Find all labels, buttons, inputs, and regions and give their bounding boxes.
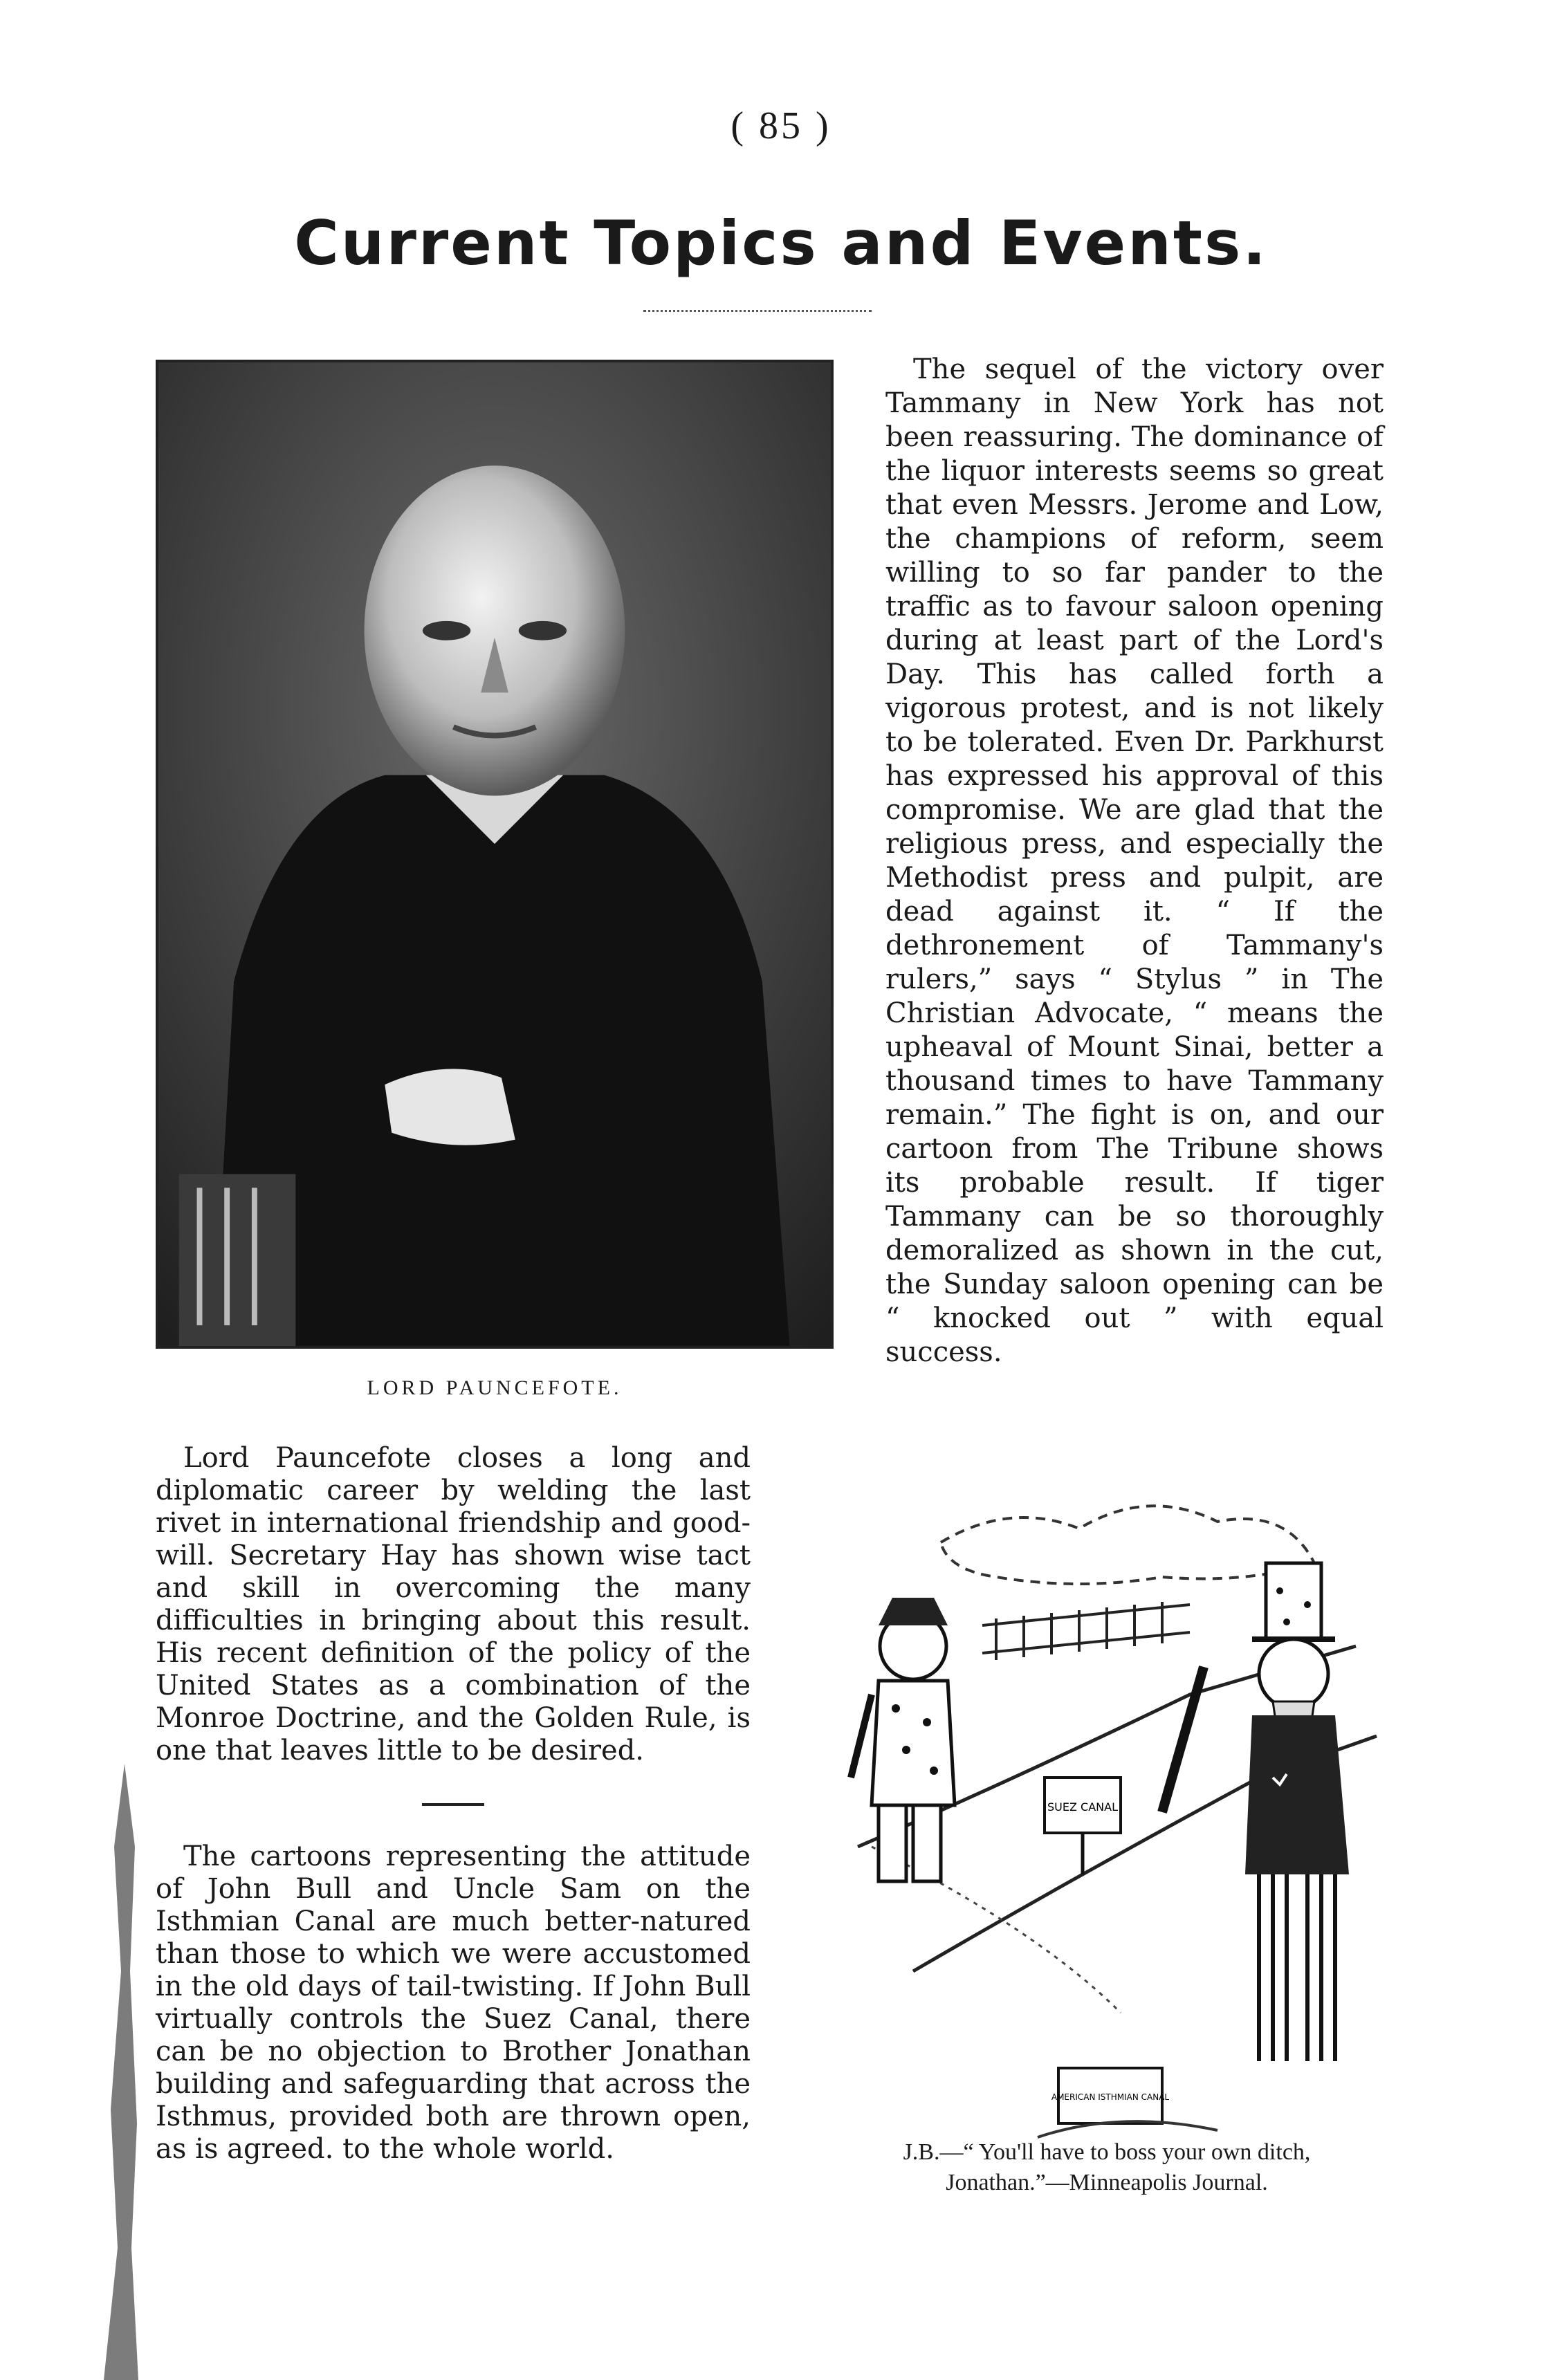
portrait-photo-icon — [158, 362, 831, 1346]
cartoon-caption-line-1: J.B.—“ You'll have to boss your own ditch, — [903, 2139, 1311, 2165]
suez-canal-sign: SUEZ CANAL — [1047, 1800, 1118, 1814]
headline-rule — [643, 310, 872, 315]
canal-cartoon-icon — [830, 1487, 1397, 2144]
page-headline: Current Topics and Events. — [294, 207, 1268, 279]
left-column — [156, 1442, 751, 2166]
portrait-caption: LORD PAUNCEFOTE. — [367, 1376, 623, 1399]
section-separator — [422, 1803, 484, 1806]
canal-cartoon — [830, 1487, 1397, 2144]
cartoons-paragraph: The cartoons representing the attitude of John Bull and Uncle Sam on the Isthmian Canal are much better-natured than those to which we were accustomed in the old days of tail-twisting. If John Bull virtually controls the Suez Canal, there can be no objection to Brother Jonathan building and safeguarding that across the Isthmus, provided both are thrown open, as is agreed. to the whole world. — [156, 1841, 751, 2165]
page-number: ( 85 ) — [731, 104, 831, 147]
tammany-paragraph: The sequel of the victory over Tammany in New York has not been reassuring. The dominance of the liquor interests seems so great that even Messrs. Jerome and Low, the champions of reform, seem willing to so far pander to the traffic as to favour saloon opening during at least part of the Lord's Day. This has called forth a vigorous protest, and is not likely to be tolerated. Even Dr. Parkhurst has expressed his approval of this compromise. We are glad that the religious press, and especially the Methodist press and pulpit, are dead against it. “ If the dethronement of Tammany's rulers,” says “ Stylus ” in The Christian Advocate, “ means the upheaval of Mount Sinai, better a thousand times to have Tammany remain.” The fight is on, and our cartoon from The Tribune shows its probable result. If tiger Tammany can be so thoroughly demoralized as shown in the cut, the Sunday saloon opening can be “ knocked out ” with equal success. — [885, 353, 1384, 1368]
right-column — [885, 353, 1384, 1369]
portrait-photo — [156, 360, 834, 1349]
cartoon-caption-line-2: Jonathan.”—Minneapolis Journal. — [946, 2170, 1268, 2195]
margin-smudge — [97, 1764, 138, 2380]
cartoon-caption — [802, 2137, 1411, 2198]
pauncefote-paragraph: Lord Pauncefote closes a long and diplomatic career by welding the last rivet in international friendship and good-will. Secretary Hay has shown wise tact and skill in overcoming the many difficulties in bringing about this result. His recent definition of the policy of the United States as a combination of the Monroe Doctrine, and the Golden Rule, is one that leaves little to be desired. — [156, 1442, 751, 1766]
american-canal-sign: AMERICAN ISTHMIAN CANAL — [1051, 2092, 1170, 2102]
